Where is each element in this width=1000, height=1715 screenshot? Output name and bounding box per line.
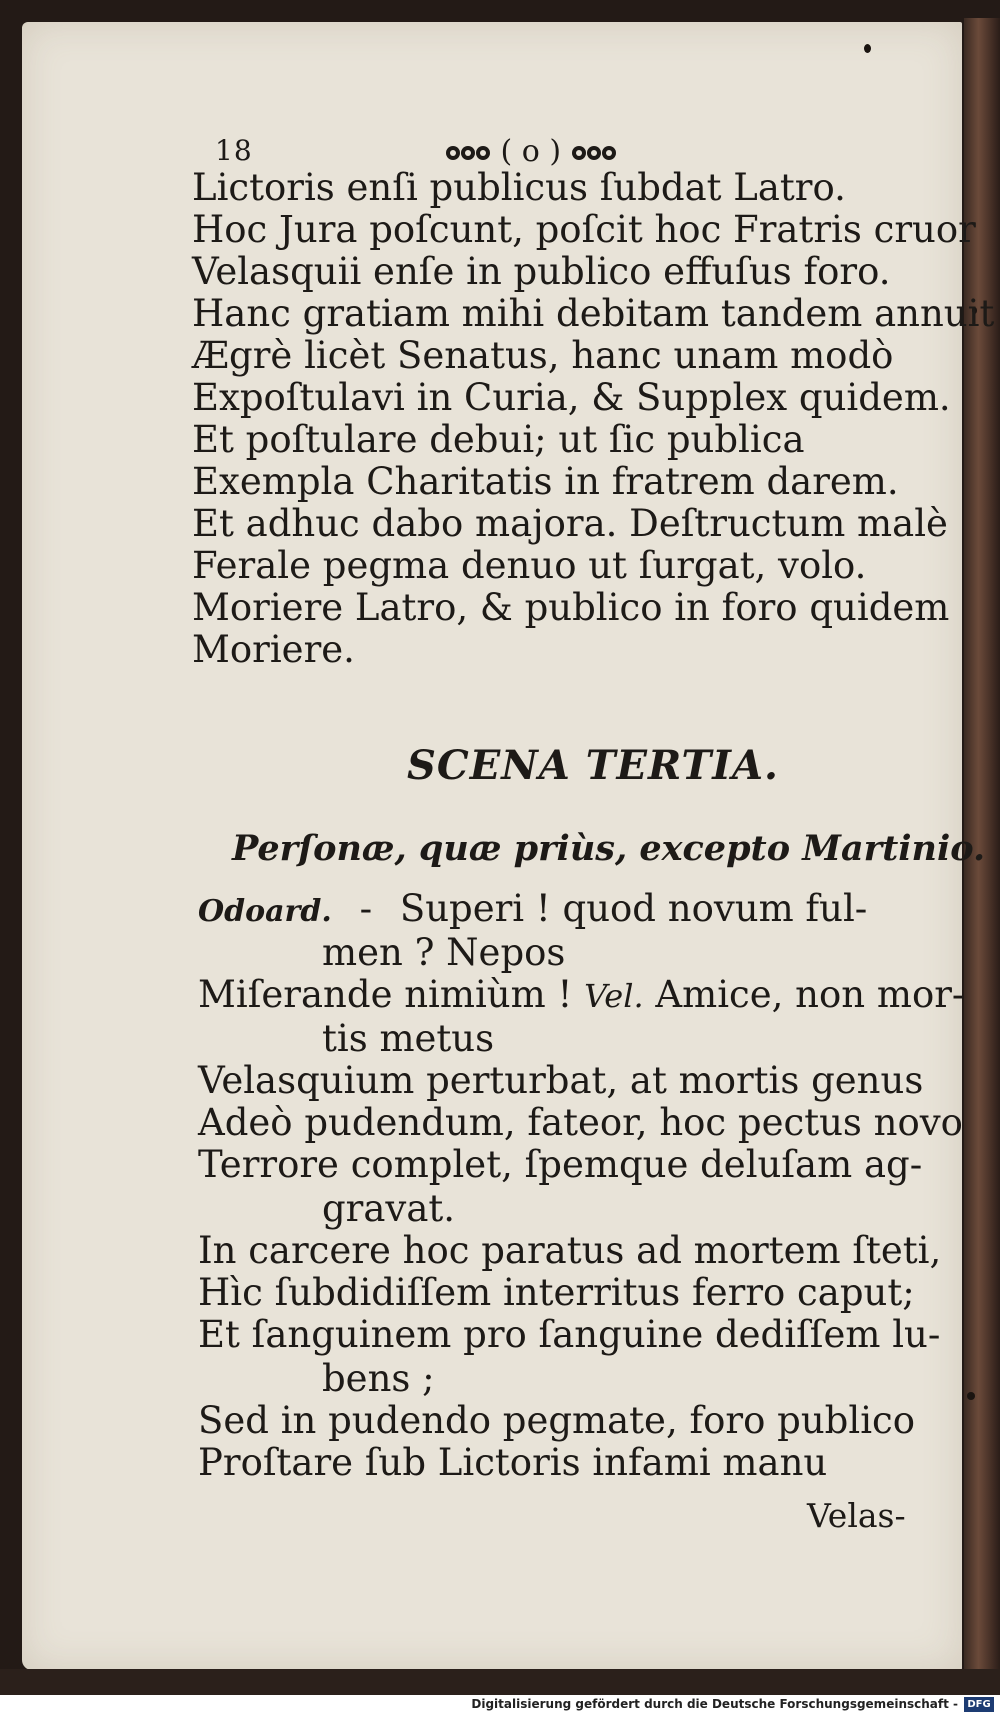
dialogue-line: Et ſanguinem pro ſanguine dediſſem lu- — [198, 1313, 941, 1356]
verse-line: Lictoris enſi publicus ſubdat Latro. — [192, 166, 846, 209]
fleuron-ornament-right-icon — [571, 141, 617, 165]
footer-credit-text: Digitalisierung gefördert durch die Deutsche Forschungsgemeinschaft - — [471, 1697, 958, 1711]
running-head — [445, 134, 617, 169]
verse-line: Et poſtulare debui; ut ſic publica — [192, 418, 805, 461]
dialogue-line: In carcere hoc paratus ad mortem ſteti, — [198, 1229, 942, 1272]
fleuron-ornament-left-icon — [445, 141, 491, 165]
dialogue-line: Adeò pudendum, fateor, hoc pectus novo — [198, 1101, 963, 1144]
persons-line: Perſonæ, quæ priùs, excepto Martinio. — [232, 828, 986, 869]
digitization-footer — [0, 1695, 1000, 1715]
verse-line: Hanc gratiam mihi debitam tandem annuit — [192, 292, 995, 335]
verse-line: Expoſtulavi in Curia, & Supplex quidem. — [192, 376, 951, 419]
speaker-label: Odoard. — [198, 894, 332, 929]
speaker-label: Vel. — [584, 977, 644, 1015]
dialogue-line: Hìc ſubdidiſſem interritus ferro caput; — [198, 1271, 915, 1314]
ink-speck — [967, 1392, 975, 1400]
ink-speck — [864, 44, 871, 53]
dialogue-text: Amice, non mor- — [655, 973, 965, 1016]
book-page — [22, 22, 995, 1670]
dialogue-line: Sed in pudendo pegmate, foro publico — [198, 1399, 916, 1442]
verse-line: Velasquii enſe in publico effuſus foro. — [192, 250, 891, 293]
dialogue-line: men ? Nepos — [322, 931, 566, 974]
dialogue-line: Proſtare ſub Lictoris infami manu — [198, 1441, 828, 1484]
verse-line: Ferale pegma denuo ut ſurgat, volo. — [192, 544, 867, 587]
scene-heading: SCENA TERTIA. — [407, 742, 779, 789]
dialogue-text: Superi ! quod novum ful- — [399, 887, 868, 930]
verse-line: Hoc Jura poſcunt, poſcit hoc Fratris cruor — [192, 208, 976, 251]
dialogue-line: Terrore complet, ſpemque deluſam ag- — [198, 1143, 923, 1186]
dialogue-line: bens ; — [322, 1357, 435, 1400]
dfg-logo: DFG — [964, 1697, 994, 1712]
verse-line: Exempla Charitatis in fratrem darem. — [192, 460, 899, 503]
dialogue-line — [198, 974, 964, 1017]
page-number: 18 — [215, 134, 253, 167]
verse-line: Et adhuc dabo majora. Deſtructum malè — [192, 502, 948, 545]
book-bottom-edge — [0, 1669, 1000, 1695]
dialogue-line: tis metus — [322, 1017, 495, 1060]
dash: - — [359, 887, 373, 930]
verse-line: Ægrè licèt Senatus, hanc unam modò — [192, 334, 894, 377]
dialogue-line — [198, 888, 867, 933]
verse-line: Moriere Latro, & publico in foro quidem — [192, 586, 950, 629]
running-head-text: ( o ) — [500, 134, 562, 169]
dialogue-line: gravat. — [322, 1187, 456, 1230]
dialogue-line: Velasquium perturbat, at mortis genus — [198, 1059, 924, 1102]
catchword: Velas- — [807, 1496, 906, 1535]
dialogue-text: Miſerande nimiùm ! — [198, 973, 573, 1016]
verse-line: Moriere. — [192, 628, 355, 671]
